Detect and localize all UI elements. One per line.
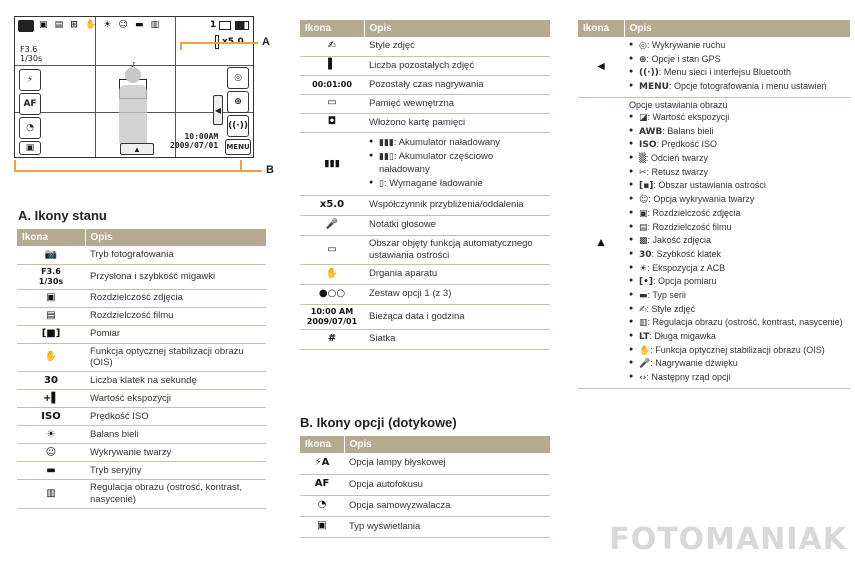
row-icon: ✋ [17,343,85,372]
col-header-icon: Ikona [300,20,364,37]
list-item [629,304,845,317]
option-icon: ((·)) [639,68,659,79]
row-desc: Liczba klatek na sekundę [85,372,266,390]
table-row [300,94,550,113]
list-item [629,276,845,289]
row-icon: 🎤 [300,215,364,235]
option-icon: ⊕ [639,54,647,65]
row-icon: x5.0 [300,195,364,215]
date-value: 2009/07/01 [170,141,219,151]
list-item [629,126,845,139]
option-icon: ▩ [639,236,648,247]
option-icon: ▣ [639,208,648,219]
table-row [17,246,266,264]
flash-option-button[interactable] [19,69,41,91]
option-icon: ☀ [639,263,648,274]
row-icon: ◔ [300,495,344,516]
bluetooth-button[interactable] [227,115,249,137]
left-arrow-tab[interactable] [213,95,223,125]
row-desc: Bieżąca data i godzina [364,304,550,329]
callout-b-line [14,170,262,172]
option-icon: ISO [639,140,657,151]
up-arrow-icon: ▲ [133,144,141,154]
menu-label: MENU [226,143,250,151]
watermark: FOTOMANIAK [609,522,847,557]
list-item [629,235,845,248]
timer-option-button[interactable] [19,117,41,139]
table-row [300,474,550,495]
table-row [300,495,550,516]
af-icon: AF [23,99,37,109]
callout-b-label: B [266,164,274,176]
row-desc: Prędkość ISO [85,408,266,426]
list-item-text: : Jakość zdjęcia [647,235,712,246]
table-row [17,462,266,480]
row-desc: Tryb fotografowania [85,246,266,264]
list-item-text: : Akumulator naładowany [393,136,501,148]
status-icons-table [17,229,266,509]
row-icon: ▭ [300,94,364,113]
list-item [629,345,845,358]
row-desc: Włożono kartę pamięci [364,113,550,132]
callout-a-label: A [262,36,270,48]
row-desc: Tryb seryjny [85,462,266,480]
list-item [629,222,845,235]
table-row [300,516,550,537]
table-row [17,426,266,444]
row-icon: ☺ [17,444,85,462]
row-desc: Współczynnik przybliżenia/oddalenia [364,195,550,215]
motion-icon: ◎ [234,73,242,83]
row-desc: Opcja samowyzwalacza [344,495,550,516]
row-desc [624,97,850,388]
table-row [300,37,550,56]
time-value: 10:00AM [184,132,219,141]
list-item-text: : Balans bieli [662,125,714,136]
table-row [17,289,266,307]
list-item [629,263,845,276]
list-item-text: : Ekspozycja z ACB [647,262,726,273]
row-icon: ▣ [300,516,344,537]
list-item [629,139,845,152]
list-item [369,151,545,176]
table-row [17,264,266,289]
gps-icon: ⊕ [234,97,242,107]
option-icon: ‹› [639,373,647,384]
row-desc: Opcja autofokusu [344,474,550,495]
row-icon: ▭ [300,235,364,264]
touch-options-table-continued [578,20,850,389]
col-header-icon: Ikona [300,436,344,453]
list-item-text: : Typ serii [647,289,686,300]
table-row [300,329,550,349]
row-desc: Pozostały czas nagrywania [364,75,550,94]
row-icon: 00:01:00 [300,75,364,94]
option-icon: ▒ [639,154,646,165]
list-item-text: : Odcień twarzy [645,153,708,164]
row-desc: Regulacja obrazu (ostrość, kontrast, nasycenie) [85,480,266,509]
list-item-text: : Rozdzielczość zdjęcia [647,207,741,218]
list-item [629,358,845,371]
option-icon: AWB [639,126,663,137]
list-item-text: : Obszar ustawiania ostrości [653,180,766,191]
col-header-desc: Opis [85,229,266,246]
table-row [17,343,266,372]
list-item [629,54,845,67]
row-desc: Opcja lampy błyskowej [344,453,550,474]
list-item-text: : Wartość ekspozycji [647,112,730,122]
callout-b-line [240,160,242,170]
table-row [300,284,550,304]
left-arrow-icon: ◀ [214,105,222,115]
bluetooth-icon: ((·)) [228,121,248,131]
list-item-text: : Retusz twarzy [646,166,709,177]
memory-icon [219,21,231,30]
row-icon: # [300,329,364,349]
list-item-text: : Rozdzielczość filmu [647,221,732,232]
table-row [300,56,550,75]
row-icon: AF [300,474,344,495]
option-icon: ✍ [639,304,647,315]
row-desc: Zestaw opcji 1 (z 3) [364,284,550,304]
motion-detect-button[interactable] [227,67,249,89]
battery-state-icon: ▯ [379,179,384,190]
list-item-text: : Szybkość klatek [651,248,722,259]
option-icon: MENU [639,82,669,93]
row-desc: Wartość ekspozycji [85,390,266,408]
datetime-readout [170,132,218,150]
up-arrow-tab[interactable] [120,143,154,155]
row-desc: Typ wyświetlania [344,516,550,537]
callout-b-line [14,160,16,170]
row-icon: ▣ [17,289,85,307]
subject-head [125,67,141,83]
list-item-text: : Wykrywanie ruchu [646,40,726,50]
row-desc [624,37,850,97]
option-icon: ◎ [639,41,647,51]
row-icon: ●○○ [300,284,364,304]
row-desc: Pamięć wewnętrzna [364,94,550,113]
touch-options-table [300,436,550,538]
option-icon: [•] [639,277,653,288]
option-icon: 🎤 [639,359,651,370]
table-row [300,235,550,264]
list-item-text: : Wymagane ładowanie [383,178,483,190]
battery-list [369,137,545,191]
option-icon: 30 [639,249,652,260]
table-row [17,372,266,390]
col-header-icon: Ikona [17,229,85,246]
timer-icon: ◔ [26,123,34,133]
row-icon: F3.6 1/30s [17,264,85,289]
table-row [300,453,550,474]
list-item [629,249,845,262]
list-item [369,178,545,191]
list-item [629,40,845,53]
table-row [578,97,850,388]
row-desc: Balans bieli [85,426,266,444]
row-icon: 10:00 AM 2009/07/01 [300,304,364,329]
list-item-text: : Menu sieci i interfejsu Bluetooth [658,67,791,78]
list-item-text: : Opcje i stan GPS [646,53,721,64]
row-desc: Obszar objęty funkcją automatycznego ustawiania ostrości [364,235,550,264]
table-row [17,307,266,325]
row-icon: ☀ [17,426,85,444]
status-icons-row: ▣ ▤ ⊞ ✋ ☀ ☺ ▬ ▥ [39,20,162,30]
list-item-text: : Nagrywanie dźwięku [650,358,738,369]
aperture-value: F3.6 [20,45,38,54]
list-item-text: : Prędkość ISO [656,139,718,150]
table-row [17,390,266,408]
list-item [369,137,545,150]
callout-a-line [180,42,182,50]
table-row [17,325,266,343]
list-item [629,81,845,94]
list-item [629,372,845,385]
table-row [300,75,550,94]
battery-state-icon: ▮▮▮ [379,137,394,148]
row-arrow-icon: ◀ [578,37,624,97]
list-item-text: : Długa migawka [649,331,716,341]
row-icon: ✍ [300,37,364,56]
row-desc: Przysłona i szybkość migawki [85,264,266,289]
row-desc [364,132,550,195]
row-icon: +▌ [17,390,85,408]
row-intro: Opcje ustawiania obrazu [629,99,728,110]
callout-a-line [180,42,258,44]
row-icon: ⚡A [300,453,344,474]
list-item-text: : Następny rząd opcji [646,372,731,383]
col-header-desc: Opis [344,436,550,453]
row-desc: Liczba pozostałych zdjęć [364,56,550,75]
table-row [300,215,550,235]
af-option-button[interactable] [19,93,41,115]
row-icon: ▤ [17,307,85,325]
row-arrow-icon: ▲ [578,97,624,388]
col-header-desc: Opis [364,20,550,37]
row-desc: Pomiar [85,325,266,343]
list-item [629,67,845,80]
option-icon: ✋ [639,345,651,356]
row-icon: ✋ [300,264,364,284]
section-a-title: A. Ikony stanu [18,208,107,223]
row-icon: 📷 [17,246,85,264]
list-item [629,153,845,166]
subject-body [119,85,147,143]
option-icon: [▪] [639,181,654,192]
list-item [629,290,845,303]
list-item-text: : Akumulator częściowo naładowany [379,151,494,175]
table-row [17,444,266,462]
table-row [300,113,550,132]
list-item [629,331,845,344]
option-list [629,112,845,385]
row-desc: Siatka [364,329,550,349]
table-row [17,480,266,509]
list-item-text: : Funkcja optycznej stabilizacji obrazu (OIS) [650,344,825,355]
list-item [629,208,845,221]
option-icon: ▥ [639,318,648,329]
shutter-value: 1/30s [20,54,43,64]
col-header-desc: Opis [624,20,850,37]
list-item-text: : Regulacja obrazu (ostrość, kontrast, nasycenie) [647,317,843,328]
row-desc: Drgania aparatu [364,264,550,284]
table-row [300,304,550,329]
option-icon: ◪ [639,113,648,123]
table-row [300,264,550,284]
row-desc: Funkcja optycznej stabilizacji obrazu (OIS) [85,343,266,372]
exposure-readout [20,45,42,63]
gps-button[interactable] [227,91,249,113]
voice-memo-icon: ♪ [131,61,136,69]
list-item [629,112,845,125]
list-item-text: : Opcja wykrywania twarzy [648,194,755,205]
list-item [629,194,845,207]
camera-screen-diagram [14,16,254,158]
option-icon: ☺ [639,195,649,206]
row-icon: [■] [17,325,85,343]
row-desc: Rozdzielczość filmu [85,307,266,325]
display-icon: ▣ [25,143,35,153]
table-row [300,195,550,215]
row-icon: ◘ [300,113,364,132]
option-icon: LT [639,332,650,342]
row-icon: ▥ [17,480,85,509]
battery-state-icon: ▮▮▯ [379,152,394,163]
list-item-text: : Opcje fotografowania i menu ustawień [668,81,827,92]
menu-button[interactable] [225,139,251,155]
list-item [629,167,845,180]
row-desc: Wykrywanie twarzy [85,444,266,462]
camera-mode-icon [18,20,34,32]
table-row [17,408,266,426]
table-row [300,132,550,195]
list-item [629,317,845,330]
row-desc: Notatki głosowe [364,215,550,235]
icons-table-continued [300,20,550,350]
row-desc: Rozdzielczość zdjęcia [85,289,266,307]
grid-line [95,17,96,157]
row-icon: ISO [17,408,85,426]
table-row [578,37,850,97]
row-icon: ▬ [17,462,85,480]
flash-icon: ⚡ [26,75,34,85]
option-list [629,40,845,94]
section-b-title: B. Ikony opcji (dotykowe) [300,415,457,430]
col-header-icon: Ikona [578,20,624,37]
list-item-text: : Opcja pomiaru [652,276,717,287]
option-icon: ▬ [639,290,648,301]
list-item-text: : Style zdjęć [646,303,696,314]
battery-icon [235,21,249,30]
row-icon: 30 [17,372,85,390]
battery-icon: ▮▮▮ [300,132,364,195]
list-item [629,180,845,193]
option-icon: ▤ [639,222,648,233]
option-icon: ✂ [639,167,647,178]
shot-counter: 1 [210,20,217,30]
row-icon: ▌ [300,56,364,75]
display-option-button[interactable] [19,141,41,155]
row-desc: Style zdjęć [364,37,550,56]
